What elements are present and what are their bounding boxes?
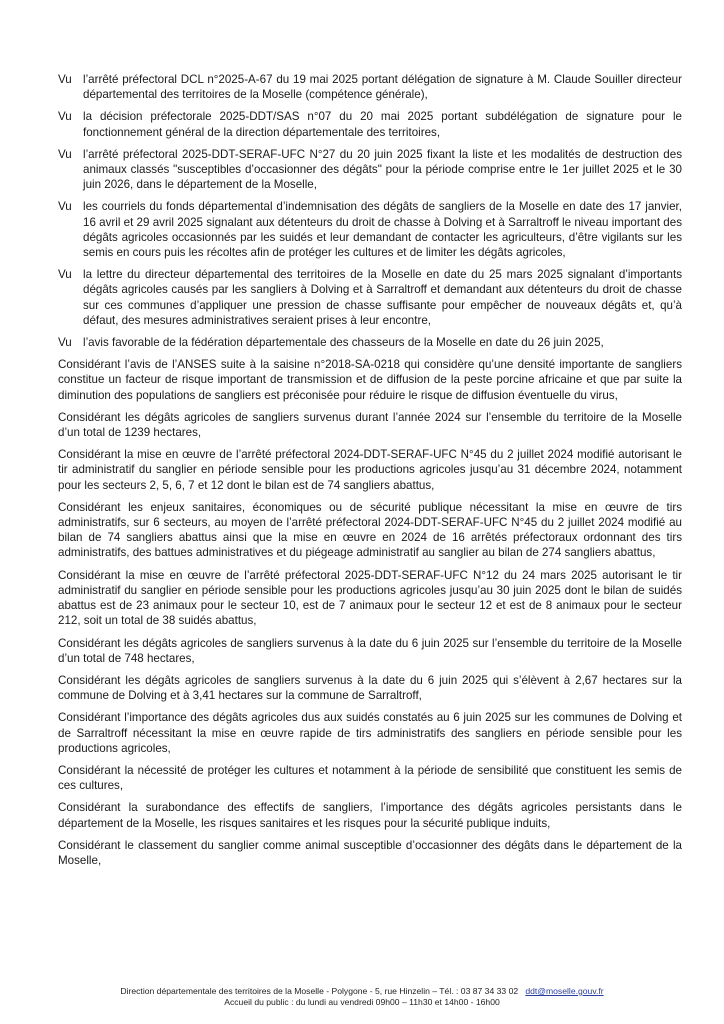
vu-label: Vu <box>58 336 72 350</box>
vu-paragraph <box>58 109 682 139</box>
considerant-paragraph: Considérant la nécessité de protéger les cultures et notamment à la période de sensibilité que constituent les semis de ces cultures, <box>58 763 682 793</box>
vu-paragraph <box>58 147 682 193</box>
footer-email-link[interactable]: ddt@moselle.gouv.fr <box>525 986 604 996</box>
document-body <box>58 72 682 875</box>
considerant-paragraph: Considérant l’importance des dégâts agricoles dus aux suidés constatés au 6 juin 2025 sur les communes de Dolving et de Sarraltroff nécessitant la mise en œuvre rapide de tirs administratifs des sangliers en période sensible pour les productions agricoles, <box>58 711 682 755</box>
vu-label: Vu <box>58 268 72 282</box>
vu-paragraph <box>58 72 682 102</box>
vu-text: l’arrêté préfectoral 2025-DDT-SERAF-UFC N°27 du 20 juin 2025 fixant la liste et les modalités de destruction des animaux classés "susceptibles d’occasionner des dégâts" pour la période comprise entre le 1er juillet 2025 et le 30 juin 2026, dans le département de la Moselle, <box>83 147 682 192</box>
vu-label: Vu <box>58 110 72 124</box>
considerant-paragraph: Considérant la mise en œuvre de l’arrêté préfectoral 2024-DDT-SERAF-UFC N°45 du 2 juillet 2024 modifié autorisant le tir administratif du sanglier en période sensible pour les productions agricoles jusqu’au 31 décembre 2024, notamment pour les secteurs 2, 5, 6, 7 et 12 dont le bilan est de 74 sangliers abattus, <box>58 448 682 492</box>
vu-text: les courriels du fonds départemental d’indemnisation des dégâts de sangliers de la Moselle en date des 17 janvier, 16 avril et 29 avril 2025 signalant aux détenteurs du droit de chasse à Dolving et à Sarraltroff le niveau important des dégâts agricoles occasionnés par les suidés et leur demandant de contacter les agriculteurs, d’être vigilants sur les semis en cours puis les récoltes afin de protéger les cultures et de limiter les dégâts agricoles, <box>83 200 682 260</box>
considerant-paragraph: Considérant les enjeux sanitaires, économiques ou de sécurité publique nécessitant la mise en œuvre de tirs administratifs, sur 6 secteurs, au moyen de l’arrêté préfectoral 2024-DDT-SERAF-UFC N°45 du 2 juillet 2024 modifié au bilan de 74 sangliers abattus ainsi que la mise en œuvre en 2024 de 16 arrêtés préfectoraux ordonnant des tirs administratifs, des battues administratives et du piégeage administratif au sanglier au bilan de 274 sangliers abattus, <box>58 500 682 560</box>
vu-text: la décision préfectorale 2025-DDT/SAS n°07 du 20 mai 2025 portant subdélégation de signature pour le fonctionnement général de la direction départementale des territoires, <box>83 110 682 139</box>
considerant-paragraph: Considérant l’avis de l’ANSES suite à la saisine n°2018-SA-0218 qui considère qu’une densité importante de sangliers constitue un facteur de risque important de transmission et de diffusion de la peste porcine africaine et que par suite la diminution des populations de sangliers est préconisée pour réduire le risque de diffusion éventuelle du virus, <box>58 358 682 402</box>
footer-address-line <box>0 986 724 997</box>
vu-text: la lettre du directeur départemental des territoires de la Moselle en date du 25 mars 2025 signalant d’importants dégâts agricoles causés par les sangliers à Dolving et à Sarraltroff et demandant aux détenteurs du droit de chasse sur ces communes d’appliquer une pression de chasse suffisante pour empêcher de nouveaux dégâts et, qu’à défaut, des mesures administratives seraient prises à leur encontre, <box>83 268 682 327</box>
vu-label: Vu <box>58 73 72 86</box>
vu-paragraph <box>58 199 682 260</box>
footer-address: Direction départementale des territoires de la Moselle - Polygone - 5, rue Hinzelin – Tél. : 03 87 34 33 02 <box>120 986 519 996</box>
vu-label: Vu <box>58 200 72 214</box>
vu-paragraph <box>58 267 682 328</box>
vu-text: l’avis favorable de la fédération départementale des chasseurs de la Moselle en date du 26 juin 2025, <box>83 336 604 350</box>
considerant-paragraph: Considérant les dégâts agricoles de sangliers survenus à la date du 6 juin 2025 qui s’élèvent à 2,67 hectares sur la commune de Dolving et à 3,41 hectares sur la commune de Sarraltroff, <box>58 673 682 703</box>
considerant-paragraph: Considérant la mise en œuvre de l’arrêté préfectoral 2025-DDT-SERAF-UFC N°12 du 24 mars 2025 autorisant le tir administratif du sanglier en période sensible pour les productions agricoles jusqu’au 30 juin 2025 dont le bilan de suidés abattus est de 23 animaux pour le secteur 10, est de 7 animaux pour le secteur 12 et est de 8 animaux pour le secteur 212, soit un total de 38 suidés abattus, <box>58 568 682 628</box>
considerant-paragraph: Considérant le classement du sanglier comme animal susceptible d’occasionner des dégâts dans le département de la Moselle, <box>58 838 682 867</box>
page-footer <box>0 986 724 1008</box>
vu-text: l’arrêté préfectoral DCL n°2025-A-67 du 19 mai 2025 portant délégation de signature à M. Claude Souiller directeur départemental des territoires de la Moselle (compétence générale), <box>83 73 682 102</box>
considerant-paragraph: Considérant les dégâts agricoles de sangliers survenus à la date du 6 juin 2025 sur l’ensemble du territoire de la Moselle d’un total de 748 hectares, <box>58 636 682 665</box>
vu-paragraph <box>58 335 682 350</box>
footer-hours: Accueil du public : du lundi au vendredi 09h00 – 11h30 et 14h00 - 16h00 <box>224 997 500 1007</box>
considerant-paragraph: Considérant les dégâts agricoles de sangliers survenus durant l’année 2024 sur l’ensemble du territoire de la Moselle d’un total de 1239 hectares, <box>58 410 682 440</box>
vu-label: Vu <box>58 147 72 161</box>
considerant-paragraph: Considérant la surabondance des effectifs de sangliers, l’importance des dégâts agricoles persistants dans le département de la Moselle, les risques sanitaires et les risques pour la sécurité publique induits, <box>58 801 682 830</box>
